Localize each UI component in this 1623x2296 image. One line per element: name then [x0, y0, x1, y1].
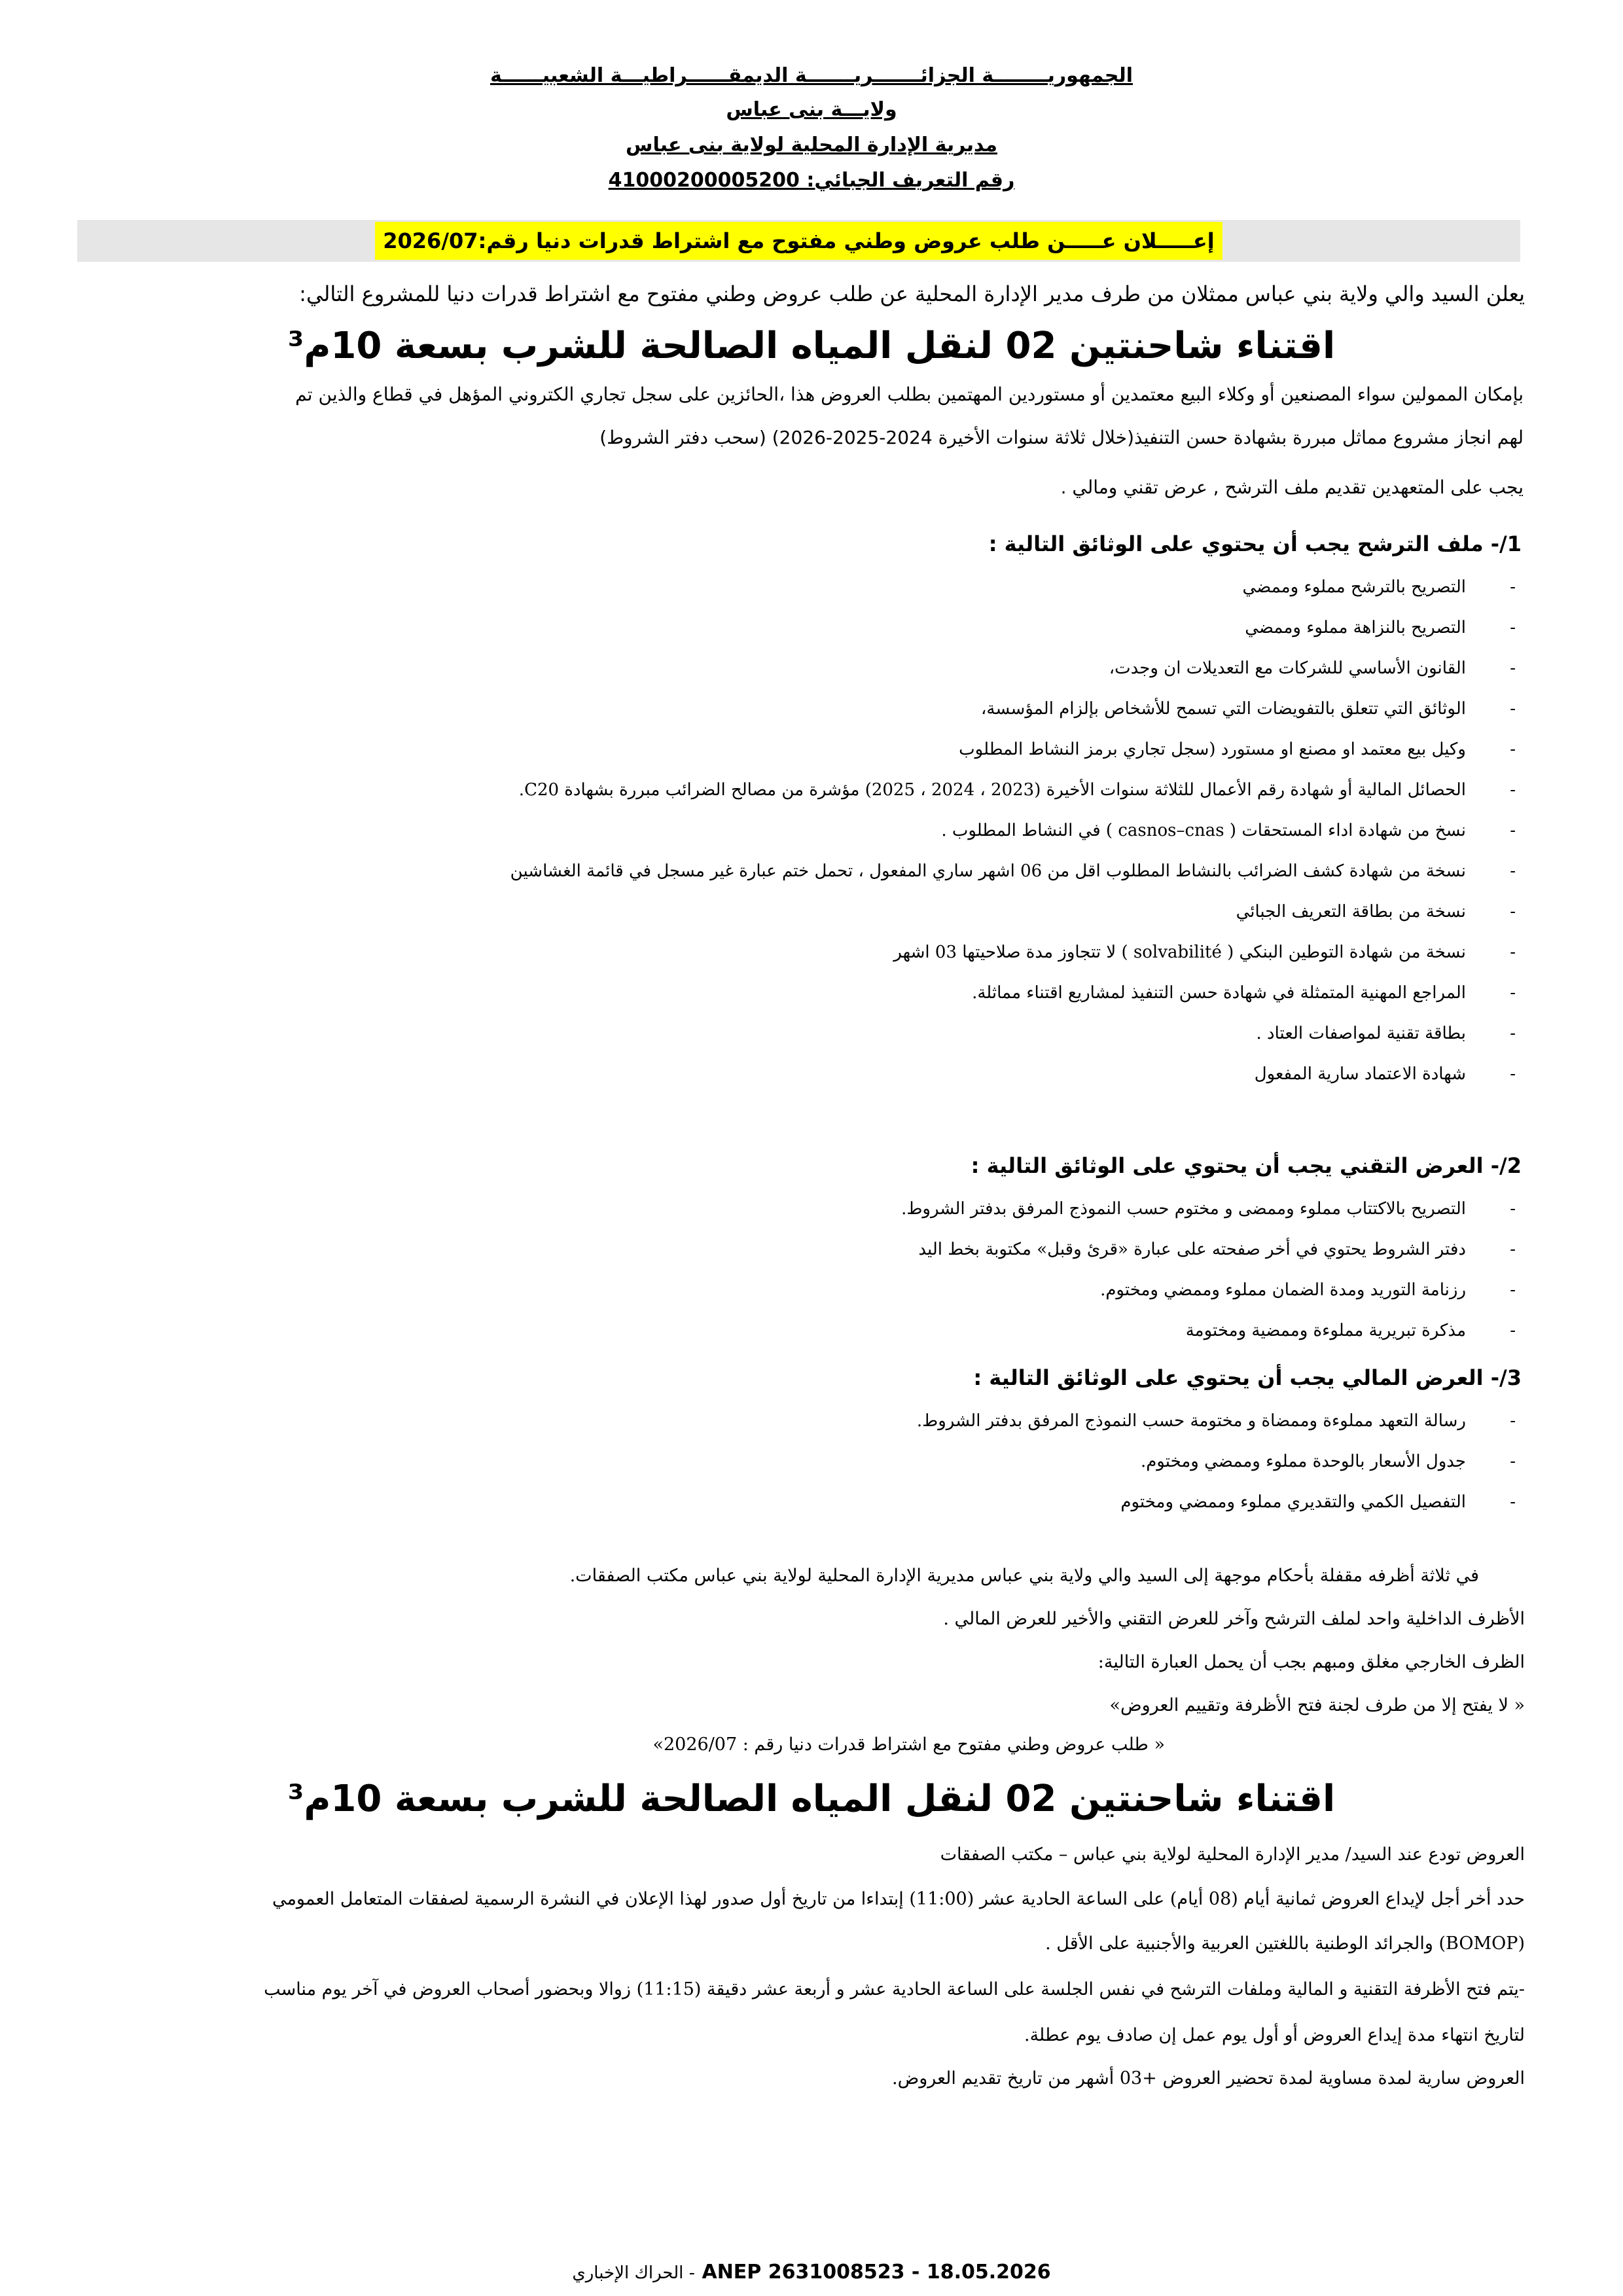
- list-item: - نسخة من شهادة كشف الضرائب بالنشاط المطلوب اقل من 06 اشهر ساري المفعول ، تحمل ختم عبارة غير مسجل في قائمة الغشاشين: [98, 851, 1525, 891]
- header-directorate: مديرية الإدارة المحلية لولاية بنى عباس: [626, 134, 997, 156]
- project-title-repeat: اقتناء شاحنتين 02 لنقل المياه الصالحة للشرب بسعة 10م³: [287, 1778, 1336, 1820]
- list-item: - بطاقة تقنية لمواصفات العتاد .: [98, 1013, 1525, 1054]
- list-item: - نسخة من بطاقة التعريف الجبائي: [98, 891, 1525, 932]
- list-item: - دفتر الشروط يحتوي في أخر صفحته على عبارة «قرئ وقبل» مكتوبة بخط اليد: [98, 1229, 1525, 1270]
- technical-documents-list: [98, 1189, 1525, 1351]
- footer-publisher: الحراك الإخباري -: [572, 2263, 696, 2283]
- envelopes-text: « لا يفتح إلا من طرف لجنة فتح الأظرفة وتقييم العروض»: [1109, 1695, 1525, 1715]
- list-item: - رزنامة التوريد ومدة الضمان مملوء وممضي ومختوم.: [98, 1270, 1525, 1310]
- list-item: - الحصائل المالية أو شهادة رقم الأعمال للثلاثة سنوات الأخيرة (2023 ، 2024 ، 2025) مؤشرة من مصالح الضرائب مبررة بشهادة C20.: [98, 770, 1525, 810]
- envelopes-text: في ثلاثة أظرفه مقفلة بأحكام موجهة إلى السيد والي ولاية بني عباس مديرية الإدارة المحلية لولاية بني عباس مكتب الصفقات.: [569, 1566, 1479, 1586]
- footer-reference: ANEP 2631008523 - 18.05.2026: [702, 2261, 1051, 2284]
- list-item: - التصريح بالاكتتاب مملوء وممضى و مختوم حسب النموذج المرفق بدفتر الشروط.: [98, 1189, 1525, 1229]
- closing-text: العروض سارية لمدة مساوية لمدة تحضير العروض +03 أشهر من تاريخ تقديم العروض.: [892, 2068, 1525, 2089]
- header-tax-id: رقم التعريف الجبائي: 41000200005200: [608, 169, 1015, 192]
- envelopes-text: « طلب عروض وطني مفتوح مع اشتراط قدرات دنيا رقم : 2026/07»: [652, 1734, 1165, 1755]
- footer: [0, 2261, 1623, 2284]
- list-item: - التصريح بالنزاهة مملوء وممضي: [98, 607, 1525, 648]
- envelopes-text: الأظرف الداخلية واحد لملف الترشح وآخر للعرض التقني والأخير للعرض المالي .: [943, 1609, 1525, 1629]
- closing-text: العروض تودع عند السيد/ مدير الإدارة المحلية لولاية بني عباس – مكتب الصفقات: [940, 1844, 1525, 1865]
- intro-text: يعلن السيد والي ولاية بني عباس ممثلان من طرف مدير الإدارة المحلية عن طلب عروض وطني مفتوح مع اشتراط قدرات دنيا للمشروع التالي:: [299, 281, 1525, 306]
- banner-text: إعـــــلان عـــــن طلب عروض وطني مفتوح مع اشتراط قدرات دنيا رقم:2026/07: [375, 222, 1222, 260]
- envelopes-text: الظرف الخارجي مغلق ومبهم بجب أن يحمل العبارة التالية:: [1097, 1652, 1525, 1672]
- financial-documents-list: [98, 1401, 1525, 1522]
- closing-text: -يتم فتح الأظرفة التقنية و المالية وملفات الترشح في نفس الجلسة على الساعة الحادية عشر و أربعة عشر دقيقة (11:15) زوالا وبحضور أصحاب العروض في آخر يوم مناسب: [264, 1979, 1525, 2000]
- eligibility-line: يجب على المتعهدين تقديم ملف الترشح , عرض تقني ومالي .: [1060, 476, 1524, 498]
- closing-text: (BOMOP) والجرائد الوطنية باللغتين العربية والأجنبية على الأقل .: [1045, 1933, 1525, 1954]
- header-wilaya: ولايـــة بنى عباس: [726, 98, 897, 121]
- candidature-documents-list: [98, 567, 1525, 1094]
- list-item: - نسخة من شهادة التوطين البنكي ( solvabilité ) لا تتجاوز مدة صلاحيتها 03 اشهر: [98, 932, 1525, 973]
- list-item: - الوثائق التي تتعلق بالتفويضات التي تسمح للأشخاص بإلزام المؤسسة،: [98, 689, 1525, 729]
- section-title-technical: 2/- العرض التقني يجب أن يحتوي على الوثائق التالية :: [971, 1153, 1522, 1178]
- list-item: - القانون الأساسي للشركات مع التعديلات ان وجدت،: [98, 648, 1525, 689]
- list-item: - شهادة الاعتماد سارية المفعول: [98, 1054, 1525, 1094]
- closing-text: حدد أخر أجل لإيداع العروض ثمانية أيام (08 أيام) على الساعة الحادية عشر (11:00) إبتداءا من تاريخ أول صدور لهذا الإعلان في النشرة الرسمية لصفقات المتعامل العمومي: [272, 1889, 1525, 1909]
- closing-text: لتاريخ انتهاء مدة إيداع العروض أو أول يوم عمل إن صادف يوم عطلة.: [1024, 2025, 1525, 2045]
- announcement-banner: [77, 220, 1520, 262]
- list-item: - التفصيل الكمي والتقديري مملوء وممضي ومختوم: [98, 1482, 1525, 1522]
- list-item: - رسالة التعهد مملوءة وممضاة و مختومة حسب النموذج المرفق بدفتر الشروط.: [98, 1401, 1525, 1441]
- section-title-candidature: 1/- ملف الترشح يجب أن يحتوي على الوثائق التالية :: [988, 531, 1522, 556]
- section-title-financial: 3/- العرض المالي يجب أن يحتوي على الوثائق التالية :: [973, 1365, 1522, 1390]
- list-item: - مذكرة تبريرية مملوءة وممضية ومختومة: [98, 1310, 1525, 1351]
- list-item: - نسخ من شهادة اداء المستحقات ( casnos–cnas ) في النشاط المطلوب .: [98, 810, 1525, 851]
- project-title: اقتناء شاحنتين 02 لنقل المياه الصالحة للشرب بسعة 10م³: [287, 325, 1336, 367]
- header-republic: الجمهوريــــــــة الجزائـــــــريـــــــة الديمقــــــراطيـــة الشعبيــــــة: [490, 64, 1133, 87]
- list-item: - المراجع المهنية المتمثلة في شهادة حسن التنفيذ لمشاريع اقتناء مماثلة.: [98, 973, 1525, 1013]
- list-item: - وكيل بيع معتمد او مصنع او مستورد (سجل تجاري برمز النشاط المطلوب: [98, 729, 1525, 770]
- list-item: - جدول الأسعار بالوحدة مملوء وممضي ومختوم.: [98, 1441, 1525, 1482]
- list-item: - التصريح بالترشح مملوء وممضي: [98, 567, 1525, 607]
- eligibility-line: لهم انجاز مشروع مماثل مبررة بشهادة حسن التنفيذ(خلال ثلاثة سنوات الأخيرة 2024-2025-2026) (سحب دفتر الشروط): [599, 427, 1524, 448]
- eligibility-line: بإمكان الممولين سواء المصنعين أو وكلاء البيع معتمدين أو مستوردين المهتمين بطلب العروض هذا ،الحائزين على سجل تجاري الكتروني المؤهل في قطاع والذين تم: [295, 384, 1524, 405]
